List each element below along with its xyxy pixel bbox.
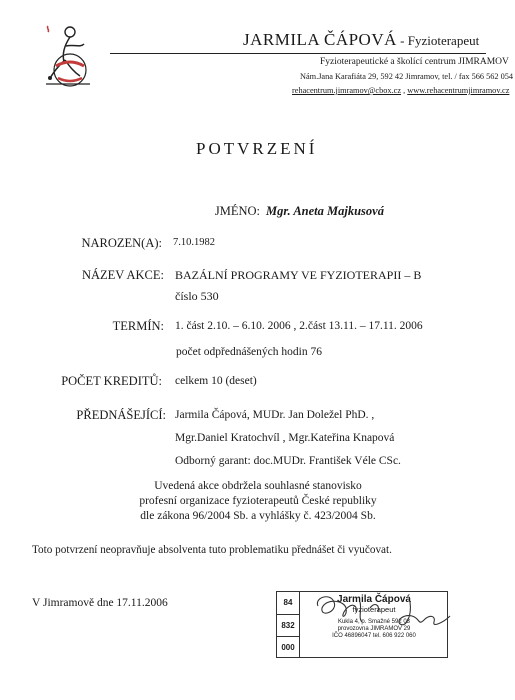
stamp-number: 832 [277,615,299,638]
document-title: POTVRZENÍ [196,139,318,158]
stamp-numbers [277,592,300,657]
event-label: NÁZEV AKCE: [81,268,164,282]
contacts-separator: , [401,86,408,95]
header-contacts [292,86,509,95]
event-value: BAZÁLNÍ PROGRAMY VE FYZIOTERAPII – B [175,268,422,282]
hours-value: počet odpřednášených hodin 76 [176,346,322,358]
stamp-address-3: IČO 46896047 tel. 606 922 060 [332,633,416,639]
statement-line3: dle zákona 96/2004 Sb. a vyhlášky č. 423/2004 Sb. [140,510,376,522]
credits-value: celkem 10 (deset) [175,375,257,387]
guarantor: Odborný garant: doc.MUDr. František Véle CSc. [175,455,401,467]
company-name-suffix: - Fyzioterapeut [396,33,480,48]
web-link[interactable]: www.rehacentrumjimramov.cz [407,86,510,95]
place-and-date: V Jimramově dne 17.11.2006 [32,597,168,609]
company-name [243,30,479,50]
stamp-number: 000 [281,643,295,653]
stamp-subtitle: fyzioterapeut [352,605,396,614]
event-number: číslo 530 [175,289,219,303]
header-address: Nám.Jana Karafiáta 29, 592 42 Jimramov, tel. / fax 566 562 054 [300,72,514,81]
stamp-address-2: provozovna JIMRAMOV 29 [337,626,411,632]
header-divider [110,53,486,54]
term-value: 1. část 2.10. – 6.10. 2006 , 2.část 13.11. – 17.11. 2006 [175,320,423,332]
statement-line1: Uvedená akce obdržela souhlasné stanovisko [154,480,362,492]
stamp-title: Jarmila Čápová [337,594,411,605]
term-label: TERMÍN: [112,319,164,333]
stamp-number: 84 [277,592,299,615]
fyzioterapie-logo [40,22,96,92]
disclaimer: Toto potvrzení neopravňuje absolventa tuto problematiku přednášet či vyučovat. [32,544,392,556]
company-name-main: JARMILA ČÁPOVÁ [243,30,397,49]
header-center-name: Fyzioterapeutické a školící centrum JIMRAMOV [320,57,509,67]
lecturers-line1: Jarmila Čápová, MUDr. Jan Doležel PhD. , [175,409,375,421]
handwritten-signature [300,588,470,643]
birth-label: NAROZEN(A): [81,236,162,250]
birth-value: 7.10.1982 [173,237,215,248]
name-label: JMÉNO: [214,204,260,218]
credits-label: POČET KREDITŮ: [61,374,162,388]
email-link[interactable]: rehacentrum.jimramov@cbox.cz [292,86,402,95]
stamp-address-1: Kukla 4, p. Smažné 592 03 [337,619,411,625]
lecturers-line2: Mgr.Daniel Kratochvíl , Mgr.Kateřina Knapová [175,432,395,444]
statement-line2: profesní organizace fyzioterapeutů České republiky [139,495,377,507]
name-value: Mgr. Aneta Majkusová [266,204,384,218]
lecturers-label: PŘEDNÁŠEJÍCÍ: [76,408,166,422]
